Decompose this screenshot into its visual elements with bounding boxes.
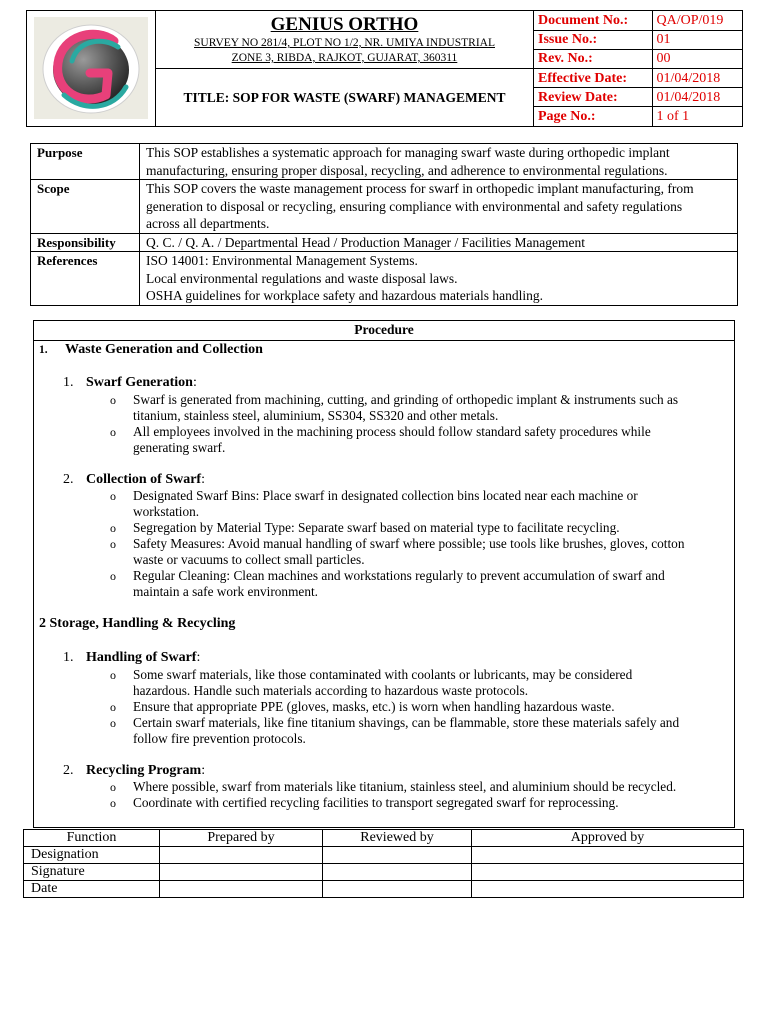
colon: : bbox=[201, 472, 205, 487]
doc-field-label: Effective Date: bbox=[534, 69, 652, 88]
doc-field-label: Issue No.: bbox=[534, 30, 652, 49]
bullet-line: o Coordinate with certified recycling facilities to transport segregated swarf for reprocessing. bbox=[133, 795, 619, 810]
bullet-list bbox=[133, 667, 723, 747]
info-row-references bbox=[31, 252, 738, 306]
doc-field-value: 00 bbox=[652, 49, 742, 68]
list-item bbox=[133, 424, 723, 456]
sop-info-table bbox=[30, 143, 738, 306]
signoff-cell[interactable] bbox=[472, 847, 744, 864]
signoff-row-label: Signature bbox=[24, 864, 160, 881]
doc-field-label: Review Date: bbox=[534, 88, 652, 107]
list-item bbox=[133, 568, 723, 600]
list-item bbox=[133, 488, 723, 520]
subsection-title: Collection of Swarf bbox=[86, 472, 202, 487]
document-header bbox=[26, 10, 743, 127]
signoff-header: Approved by bbox=[472, 830, 744, 847]
signoff-row bbox=[24, 847, 744, 864]
subsection-title: Swarf Generation bbox=[86, 375, 193, 390]
bullet-line: follow fire prevention protocols. bbox=[133, 731, 306, 746]
info-line: Q. C. / Q. A. / Departmental Head / Production Manager / Facilities Management bbox=[146, 234, 586, 250]
document-title: TITLE: SOP FOR WASTE (SWARF) MANAGEMENT bbox=[156, 69, 534, 126]
subsection-number: 1. bbox=[63, 650, 74, 665]
company-logo bbox=[34, 17, 148, 119]
signoff-row-label: Date bbox=[24, 881, 160, 898]
bullet-line: o All employees involved in the machining process should follow standard safety procedures while bbox=[133, 424, 651, 439]
doc-field-value: 01/04/2018 bbox=[652, 88, 742, 107]
bullet-list bbox=[133, 392, 723, 456]
bullet-line: o Ensure that appropriate PPE (gloves, masks, etc.) is worn when handling hazardous waste. bbox=[133, 699, 615, 714]
doc-field-value: 1 of 1 bbox=[652, 107, 742, 126]
document-control-table bbox=[534, 11, 742, 126]
info-value bbox=[140, 233, 738, 252]
subsection-number: 1. bbox=[63, 375, 74, 390]
signoff-cell[interactable] bbox=[160, 847, 323, 864]
info-label: Scope bbox=[31, 180, 140, 234]
list-item bbox=[133, 536, 723, 568]
bullet-line: o Where possible, swarf from materials like titanium, stainless steel, and aluminium should be recycled. bbox=[133, 779, 677, 794]
list-item bbox=[133, 699, 723, 715]
bullet-line: o Segregation by Material Type: Separate swarf based on material type to facilitate recycling. bbox=[133, 520, 620, 535]
doc-field-row bbox=[534, 107, 742, 126]
list-item bbox=[133, 520, 723, 536]
signoff-header: Function bbox=[24, 830, 160, 847]
bullet-line: o Safety Measures: Avoid manual handling of swarf where possible; use tools like brushes, gloves, cotton bbox=[133, 536, 685, 551]
signoff-cell[interactable] bbox=[323, 881, 472, 898]
company-name: GENIUS ORTHO bbox=[270, 14, 419, 35]
logo-cell bbox=[27, 11, 156, 126]
bullet-line: workstation. bbox=[133, 504, 200, 519]
doc-field-value: 01/04/2018 bbox=[652, 69, 742, 88]
doc-field-row bbox=[534, 88, 742, 107]
bullet-line: o Regular Cleaning: Clean machines and workstations regularly to prevent accumulation of swarf and bbox=[133, 568, 665, 583]
bullet-line: o Some swarf materials, like those contaminated with coolants or lubricants, may be considered bbox=[133, 667, 633, 682]
bullet-line: hazardous. Handle such materials according to hazardous waste protocols. bbox=[133, 683, 529, 698]
doc-field-label: Page No.: bbox=[534, 107, 652, 126]
bullet-list bbox=[133, 488, 723, 600]
list-item bbox=[133, 795, 733, 811]
section-number: 1. bbox=[39, 344, 48, 356]
signoff-cell[interactable] bbox=[160, 864, 323, 881]
procedure-title: Procedure bbox=[34, 321, 734, 341]
doc-field-row bbox=[534, 30, 742, 49]
bullet-line: waste or vacuums to collect small particles. bbox=[133, 552, 365, 567]
doc-field-label: Rev. No.: bbox=[534, 49, 652, 68]
info-label: Purpose bbox=[31, 144, 140, 180]
procedure-box bbox=[33, 320, 735, 828]
info-line: generation to disposal or recycling, ensuring compliance with environmental and safety regulations bbox=[146, 198, 683, 214]
info-line: OSHA guidelines for workplace safety and hazardous materials handling. bbox=[146, 288, 544, 303]
info-line: manufacturing, ensuring proper disposal, recycling, and adherence to environmental regulations. bbox=[146, 162, 668, 178]
subsection-heading bbox=[63, 375, 197, 391]
info-row-responsibility bbox=[31, 233, 738, 252]
signoff-row bbox=[24, 881, 744, 898]
bullet-line: o Designated Swarf Bins: Place swarf in designated collection bins located near each machine or bbox=[133, 488, 638, 503]
signoff-cell[interactable] bbox=[323, 864, 472, 881]
subsection-heading bbox=[63, 763, 205, 779]
subsection-title: Recycling Program bbox=[86, 763, 202, 778]
info-row-scope bbox=[31, 180, 738, 234]
signoff-cell[interactable] bbox=[160, 881, 323, 898]
section-heading bbox=[39, 342, 263, 358]
bullet-line: maintain a safe work environment. bbox=[133, 584, 318, 599]
signoff-table bbox=[23, 829, 744, 898]
signoff-header: Prepared by bbox=[160, 830, 323, 847]
subsection-heading bbox=[63, 650, 200, 666]
bullet-list bbox=[133, 779, 733, 811]
info-value bbox=[140, 180, 738, 234]
info-line: This SOP covers the waste management process for swarf in orthopedic implant manufacturing, from bbox=[146, 181, 694, 196]
info-row-purpose bbox=[31, 144, 738, 180]
subsection-heading bbox=[63, 472, 205, 488]
bullet-line: o Certain swarf materials, like fine titanium shavings, can be flammable, store these materials safely and bbox=[133, 715, 680, 730]
list-item bbox=[133, 779, 733, 795]
colon: : bbox=[192, 375, 197, 390]
colon: : bbox=[201, 763, 206, 778]
doc-field-row bbox=[534, 11, 742, 30]
signoff-row-label: Designation bbox=[24, 847, 160, 864]
subsection-title: Handling of Swarf bbox=[86, 650, 197, 665]
colon: : bbox=[196, 650, 201, 665]
info-line: Local environmental regulations and waste disposal laws. bbox=[146, 270, 458, 286]
info-label: Responsibility bbox=[31, 233, 140, 252]
company-info bbox=[156, 11, 534, 69]
info-value bbox=[140, 144, 738, 180]
info-line: across all departments. bbox=[146, 216, 270, 231]
section-heading: 2 Storage, Handling & Recycling bbox=[39, 616, 236, 631]
bullet-line: generating swarf. bbox=[133, 440, 226, 455]
doc-field-label: Document No.: bbox=[534, 11, 652, 30]
info-line: This SOP establishes a systematic approach for managing swarf waste during orthopedic implant bbox=[146, 145, 670, 160]
section-title: Waste Generation and Collection bbox=[65, 342, 263, 357]
company-address-line2: ZONE 3, RIBDA, RAJKOT, GUJARAT, 360311 bbox=[231, 52, 458, 64]
signoff-cell[interactable] bbox=[323, 847, 472, 864]
doc-field-row bbox=[534, 69, 742, 88]
signoff-row bbox=[24, 864, 744, 881]
signoff-cell[interactable] bbox=[472, 881, 744, 898]
company-address-line1: SURVEY NO 281/4, PLOT NO 1/2, NR. UMIYA INDUSTRIAL bbox=[194, 37, 495, 49]
signoff-cell[interactable] bbox=[472, 864, 744, 881]
bullet-line: o Swarf is generated from machining, cutting, and grinding of orthopedic implant & instruments such as bbox=[133, 392, 679, 407]
info-value bbox=[140, 252, 738, 306]
doc-field-row bbox=[534, 49, 742, 68]
bullet-line: titanium, stainless steel, aluminium, SS304, SS320 and other metals. bbox=[133, 408, 499, 423]
info-line: ISO 14001: Environmental Management Systems. bbox=[146, 253, 418, 268]
signoff-header-row bbox=[24, 830, 744, 847]
list-item bbox=[133, 715, 723, 747]
doc-field-value: 01 bbox=[652, 30, 742, 49]
info-label: References bbox=[31, 252, 140, 306]
subsection-number: 2. bbox=[63, 763, 74, 778]
list-item bbox=[133, 667, 723, 699]
subsection-number: 2. bbox=[63, 472, 74, 487]
signoff-header: Reviewed by bbox=[323, 830, 472, 847]
doc-field-value: QA/OP/019 bbox=[652, 11, 742, 30]
list-item bbox=[133, 392, 723, 424]
